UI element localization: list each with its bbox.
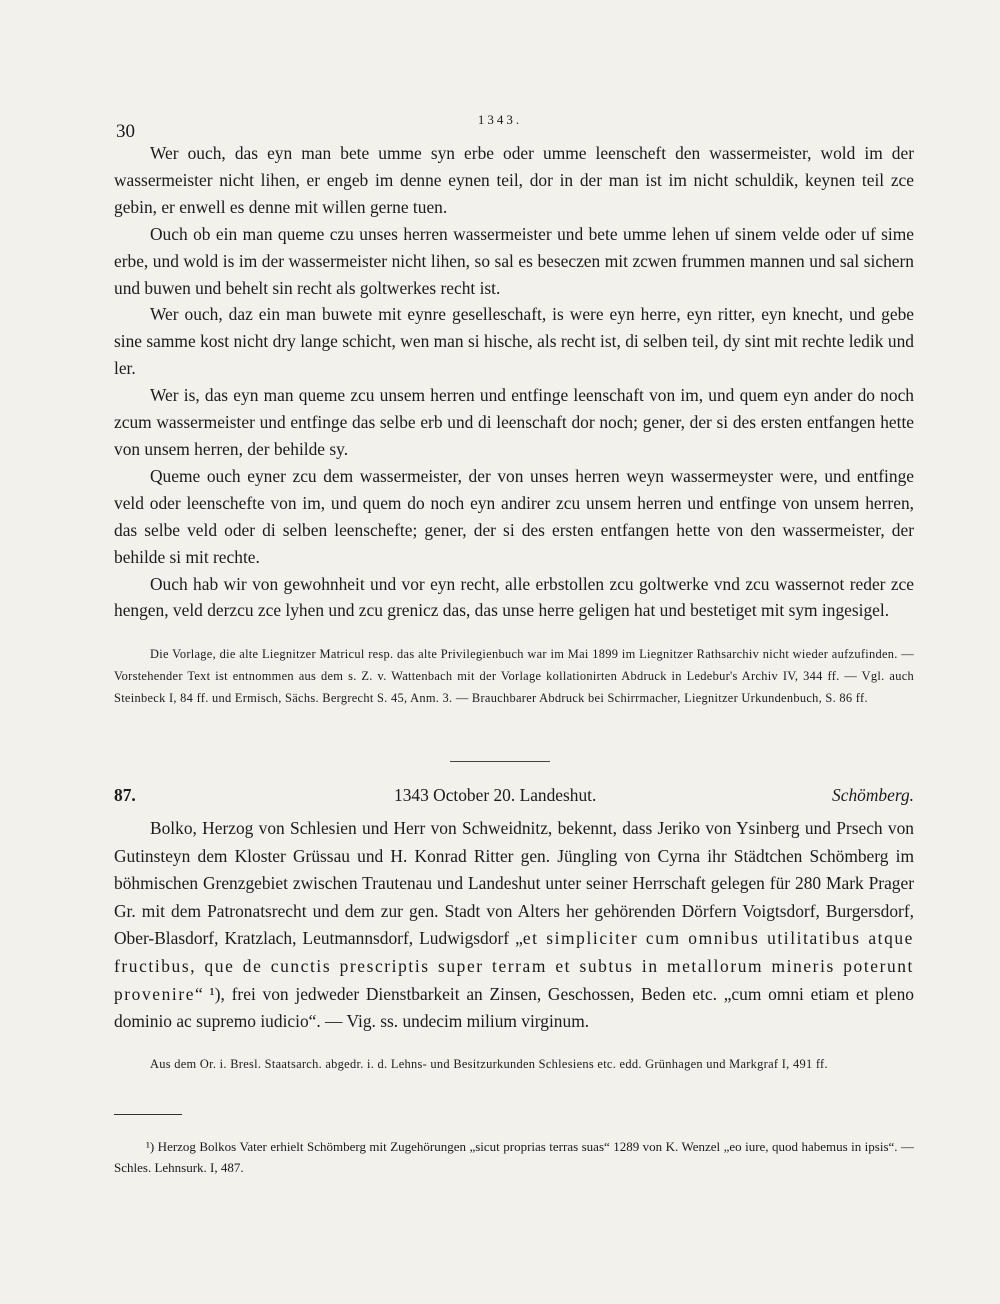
latin-quotation: et simpliciter cum omnibus utilitatibus atque fructibus, que de cunctis prescriptis super terram et subtus in metallorum mineris poterunt provenire bbox=[114, 928, 914, 1004]
document-heading bbox=[114, 785, 914, 813]
regest-text: “ ¹), frei von jedweder Dienstbarkeit an Zinsen, Geschossen, Beden etc. „cum omni etiam et pleno dominio ac supremo iudicio“. — Vig. ss. undecim milium virginum. bbox=[114, 983, 914, 1032]
page-number: 30 bbox=[116, 121, 135, 142]
paragraph: Queme ouch eyner zcu dem wassermeister, der von unses herren weyn wassermeyster were, und entfinge veld oder leenschefte von im, und quem do noch eyn andirer zcu unsem herren und entfinge von unsem herren, das selbe veld oder di selben leenschefte; gener, der si des ersten entfangen hette von den wassermeister, der behilde si mit rechte. bbox=[114, 465, 914, 567]
paragraph: Wer is, das eyn man queme zcu unsem herren und entfinge leenschaft von im, und quem eyn ander do noch zcum wassermeister und entfinge das selbe erb und di leenschaft dor noch; gener, der si des ersten entfangen hette von unsem herren, der behilde sy. bbox=[114, 385, 914, 459]
footnote-text: ¹) Herzog Bolkos Vater erhielt Schömberg mit Zugehörungen „sicut proprias terras suas“ 1289 von K. Wenzel „eo iure, quod habemus in ipsis“. — Schles. Lehnsurk. I, 487. bbox=[114, 1139, 914, 1175]
regest-paragraph bbox=[114, 815, 914, 1036]
footnote bbox=[114, 1136, 914, 1178]
regest-text: Bolko, Herzog von Schlesien und Herr von Schweidnitz, bekennt, dass Jeriko von Ysinberg und Prsech von Gutinsteyn dem Kloster Grüssau und H. Konrad Ritter gen. Jüngling von Cyrna ihr Städtchen Schömberg im böhmischen Grenzgebiet zwischen Trautenau und Landeshut unter seiner Herrschaft gelegen für 280 Mark Prager Gr. mit dem Patronatsrecht und dem zur gen. Stadt von Alters her gehörenden Dörfern Voigtsdorf, Burgersdorf, Ober-Blasdorf, Kratzlach, Leutmannsdorf, Ludwigsdorf „ bbox=[114, 818, 914, 949]
running-head: 1343. bbox=[477, 112, 523, 127]
regest bbox=[114, 815, 914, 1036]
footnote-rule bbox=[114, 1114, 182, 1115]
document-place-label: Schömberg. bbox=[832, 785, 914, 805]
source-note bbox=[114, 1053, 914, 1075]
paragraph: Wer ouch, daz ein man buwete mit eynre geselleschaft, is were eyn herre, eyn ritter, eyn knecht, und gebe sine samme kost nicht dry lange schicht, wen man si hische, als recht ist, di selben teil, dy sint mit rechte ledik und ler. bbox=[114, 304, 914, 379]
paragraph: Ouch hab wir von gewohnheit und vor eyn recht, alle erbstollen zcu goltwerke vnd zcu wassernot reder zce hengen, veld derzcu zce lyhen und zcu grenicz das, das unse herre geligen hat und bestetiget mit sym ingesigel. bbox=[114, 573, 914, 621]
document-number: 87. bbox=[114, 785, 136, 805]
source-note-text: Die Vorlage, die alte Liegnitzer Matricul resp. das alte Privilegienbuch war im Mai 1899 im Liegnitzer Rathsarchiv nicht wieder aufzufinden. — Vorstehender Text ist entnommen aus dem s. Z. v. Wattenbach mit der Vorlage kollationirten Abdruck in Ledebur's Archiv IV, 344 ff. — Vgl. auch Steinbeck I, 84 ff. und Ermisch, Sächs. Bergrecht S. 45, Anm. 3. — Brauchbarer Abdruck bei Schirrmacher, Liegnitzer Urkundenbuch, S. 86 ff. bbox=[114, 647, 914, 705]
charter-text bbox=[114, 140, 914, 624]
document-date-place: 1343 October 20. Landeshut. bbox=[394, 785, 597, 805]
source-note bbox=[114, 643, 914, 709]
paragraph: Wer ouch, das eyn man bete umme syn erbe oder umme leenscheft den wassermeister, wold im der wassermeister nicht lihen, er engeb im denne eynen teil, dor in der man ist im nicht schuldik, keynen teil zce gebin, er enwell es denne mit willen gerne tuen. bbox=[114, 143, 914, 217]
paragraph: Ouch ob ein man queme czu unses herren wassermeister und bete umme lehen uf sinem velde oder uf sime erbe, und wold is im der wassermeister nicht lihen, so sal es beseczen mit zcwen frummen mannen und sal sichern und buwen und behelt sin recht als goltwerkes recht ist. bbox=[114, 223, 914, 298]
source-note-text: Aus dem Or. i. Bresl. Staatsarch. abgedr. i. d. Lehns- und Besitzurkunden Schlesiens etc. edd. Grünhagen und Markgraf I, 491 ff. bbox=[150, 1057, 828, 1071]
section-separator bbox=[450, 761, 550, 762]
